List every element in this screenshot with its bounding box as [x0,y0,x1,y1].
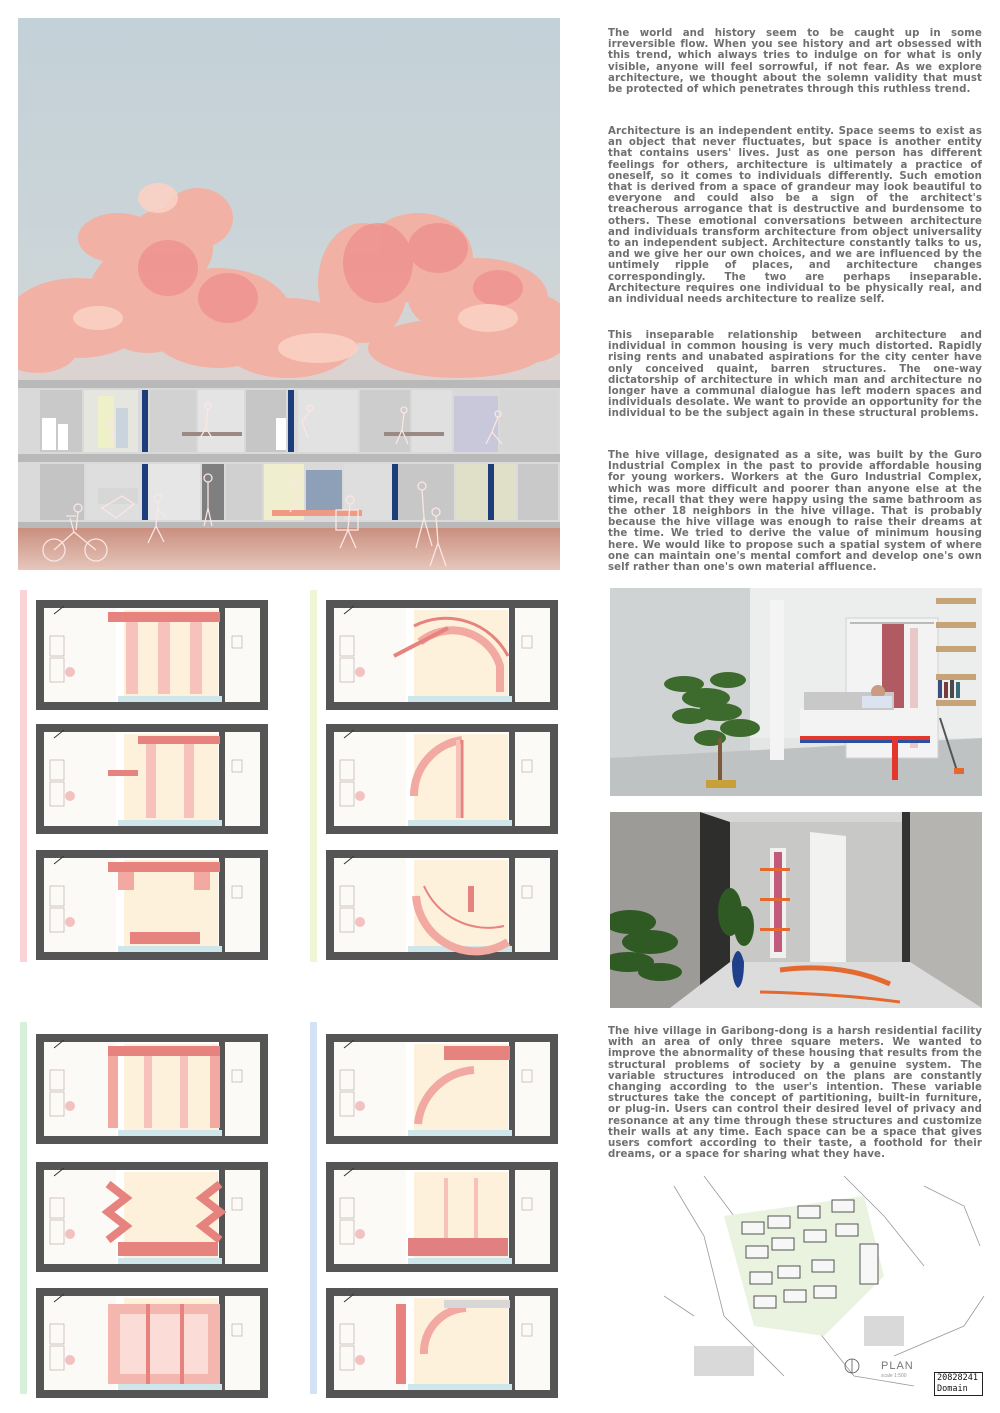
site-plan-drawing [664,1176,986,1396]
submission-name: Domain [937,1384,968,1394]
plan-group-strip-green [20,1022,27,1394]
paragraph-common-housing: This inseparable relationship between architecture and individual in common housing is very much distorted. Rapidly rising rents and unabated aspirations for the city center have only conceived quaint, barren structures. The one-way dictatorship of architecture in which man and architecture no longer have a communal dialogue has left modern spaces and individuals desolate. We want to provide an opportunity for the individual to be the subject again in these structural problems. [608,330,982,420]
plan-group-strip-lime [310,590,317,962]
plan-unit-builtin-1 [34,1030,274,1148]
plan-unit-rotating-2 [324,720,564,838]
interior-render-corridor [610,812,982,1008]
plan-unit-partition-1 [34,596,274,714]
plan-group-strip-pink [20,590,27,962]
plan-unit-rotating-1 [324,596,564,714]
interior-render-bedroom [610,588,982,796]
plan-unit-builtin-2 [34,1158,274,1276]
paragraph-hive-village-history: The hive village, designated as a site, was built by the Guro Industrial Complex in the past to provide affordable housing for young workers. Workers at the Guro Industrial Complex, which was more difficult and poorer than anyone else at the time, recall that they were happy using the same bathroom as the other 18 neighbors in the hive village. That is probably because the hive village was enough to raise their dreams at the time. We tried to derive the value of minimum housing here. We would like to propose such a spatial system of where one can maintain one's mental comfort and develop one's own self rather than one's own material affluence. [608,450,982,574]
hero-section-illustration [18,18,560,570]
plan-unit-partition-3 [34,846,274,964]
plan-unit-plugin-1 [324,1030,564,1148]
plan-unit-builtin-3 [34,1284,274,1402]
site-plan-scale: scale 1:500 [881,1373,907,1379]
submission-number: 20828241 [937,1373,978,1383]
plan-unit-partition-2 [34,720,274,838]
building-section [18,380,560,528]
plan-group-strip-blue [310,1022,317,1394]
submission-id-box [934,1372,983,1396]
plan-unit-rotating-3 [324,846,564,964]
paragraph-hive-village-proposal: The hive village in Garibong-dong is a harsh residential facility with an area of only three square meters. We wanted to improve the abnormality of these housing that results from the structural problems of society by a genuine system. The variable structures introduced on the plans are constantly changing according to the user's intention. These variable structures take the concept of partitioning, built-in furniture, or plug-in. Users can control their desired level of privacy and resonance at any time through these structures and customize their walls at any time. Each space can be a space that gives users comfort according to their taste, a foothold for their dreams, or a space for sharing what they have. [608,1026,982,1161]
plan-unit-plugin-3 [324,1284,564,1402]
site-plan-label: PLAN [881,1360,914,1372]
paragraph-intro: The world and history seem to be caught up in some irreversible flow. When you see history and art obsessed with this trend, which always tries to indulge on for what is only visible, anyone will feel sorrowful, if not fear. As we explore architecture, we thought about the solemn validity that must be protected of which penetrates through this ruthless trend. [608,28,982,96]
paragraph-architecture-entity: Architecture is an independent entity. Space seems to exist as an object that never fluctuates, but space is another entity that contains users' lives. Just as one person has different feelings for others, architecture is ultimately a practice of oneself, so it comes to individuals differently. Such emotion that is derived from a space of grandeur may look beautiful to everyone and could also be a sign of the architect's treacherous arrogance that is destructive and burdensome to others. These emotional conversations between architecture and individuals transform architecture from object universality to an independent subject. Architecture constantly talks to us, and we give her our own choices, and we are influenced by the untimely ripple of places, and architecture changes correspondingly. The two are perhaps inseparable. Architecture requires one individual to be physically real, and an individual needs architecture to realize self. [608,126,982,306]
plan-unit-plugin-2 [324,1158,564,1276]
